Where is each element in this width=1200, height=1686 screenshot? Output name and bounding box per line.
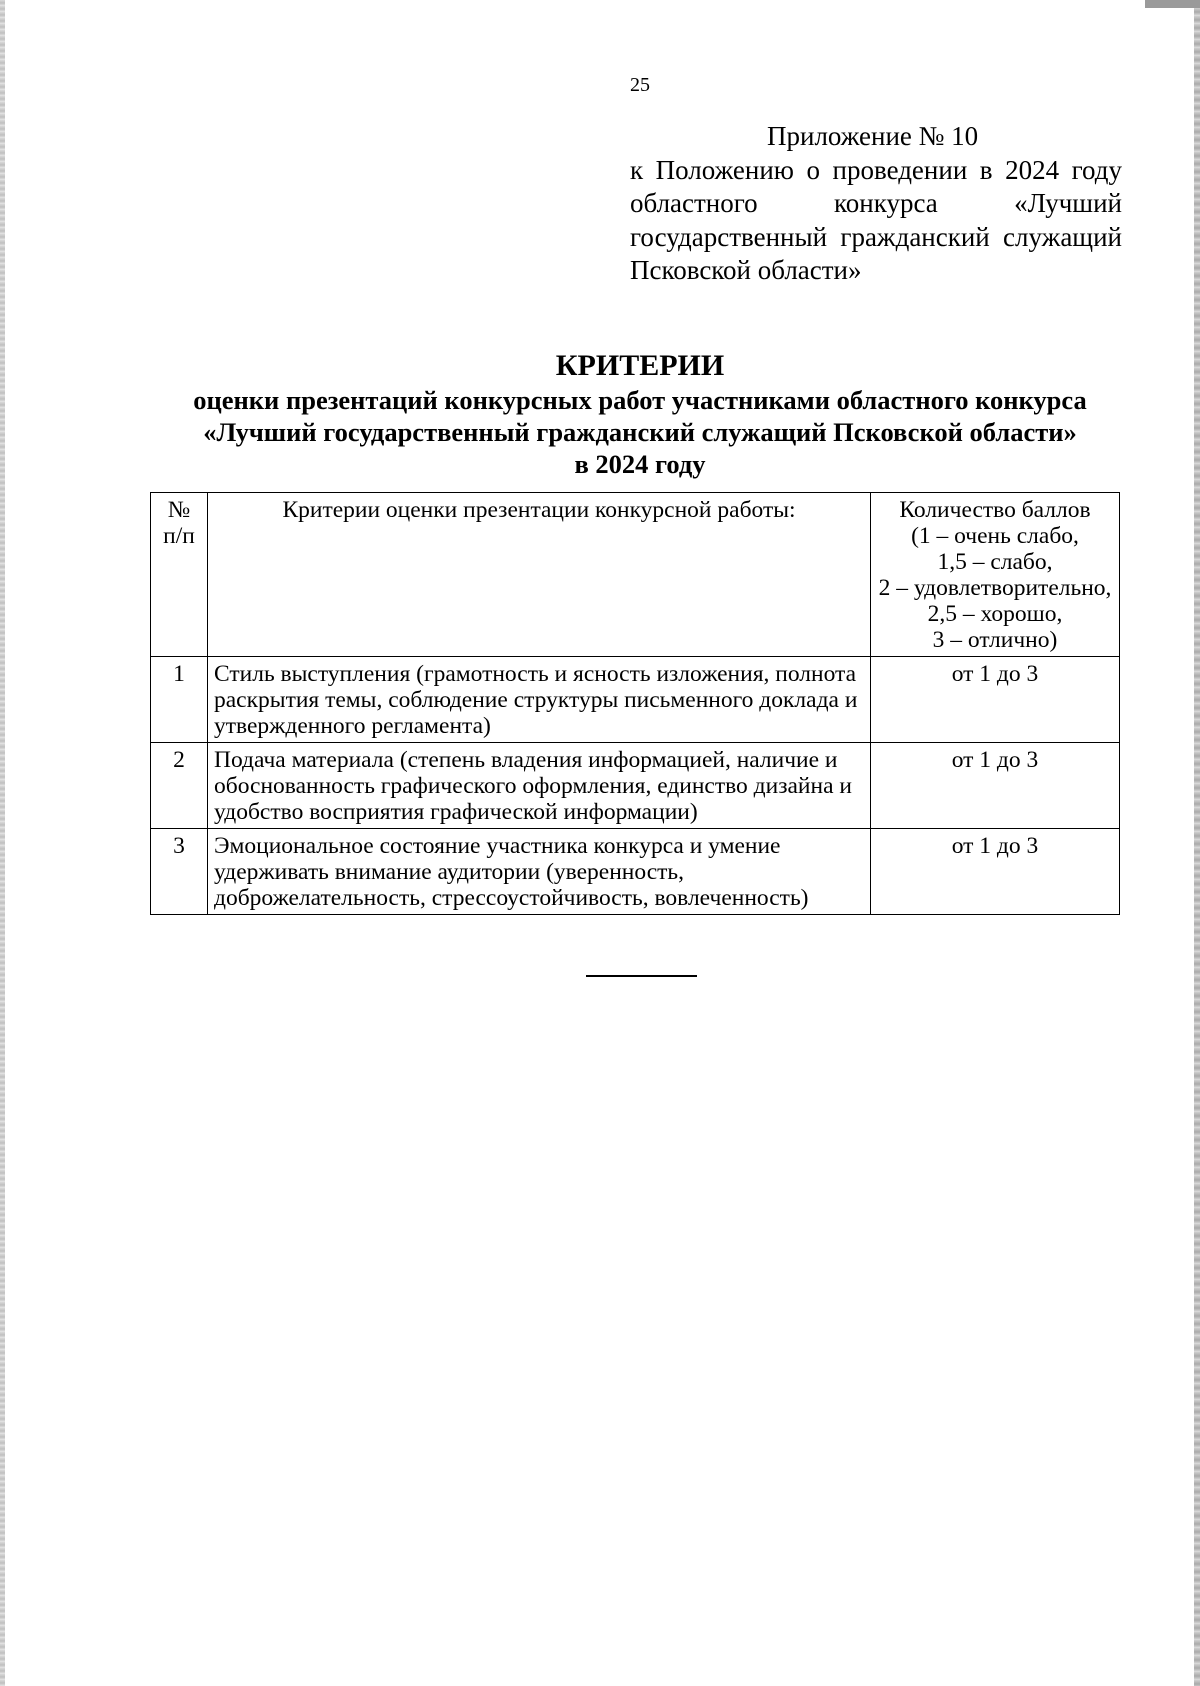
scan-edge-left bbox=[0, 0, 5, 1686]
row-number: 2 bbox=[151, 743, 208, 829]
header-criteria: Критерии оценки презентации конкурсной работы: bbox=[208, 493, 871, 657]
row-score: от 1 до 3 bbox=[871, 743, 1120, 829]
row-criteria: Стиль выступления (грамотность и ясность изложения, полнота раскрытия темы, соблюдение структуры письменного доклада и утвержденного регламента) bbox=[208, 657, 871, 743]
annex-block bbox=[630, 120, 1122, 288]
row-criteria: Подача материала (степень владения информацией, наличие и обоснованность графического оформления, единство дизайна и удобство восприятия графической информации) bbox=[208, 743, 871, 829]
row-criteria: Эмоциональное состояние участника конкурса и умение удерживать внимание аудитории (уверенность, доброжелательность, стрессоустойчивость, вовлеченность) bbox=[208, 829, 871, 915]
header-number: № п/п bbox=[151, 493, 208, 657]
scan-edge-right bbox=[1194, 0, 1200, 1686]
table-row bbox=[151, 657, 1120, 743]
document-heading bbox=[140, 348, 1140, 480]
end-divider bbox=[586, 975, 697, 977]
table-header-row bbox=[151, 493, 1120, 657]
row-number: 1 bbox=[151, 657, 208, 743]
page-number: 25 bbox=[630, 74, 650, 96]
row-score: от 1 до 3 bbox=[871, 657, 1120, 743]
heading-line-1: оценки презентаций конкурсных работ участниками областного конкурса bbox=[193, 385, 1087, 415]
criteria-table bbox=[150, 492, 1120, 915]
row-score: от 1 до 3 bbox=[871, 829, 1120, 915]
table-row bbox=[151, 829, 1120, 915]
heading-title: КРИТЕРИИ bbox=[555, 349, 725, 382]
heading-line-3: в 2024 году bbox=[574, 449, 706, 479]
row-number: 3 bbox=[151, 829, 208, 915]
annex-body: к Положению о проведении в 2024 году областного конкурса «Лучший государственный гражданский служащий Псковской области» bbox=[630, 154, 1122, 285]
annex-title: Приложение № 10 bbox=[767, 121, 979, 151]
heading-line-2: «Лучший государственный гражданский служащий Псковской области» bbox=[203, 417, 1077, 447]
scan-edge-corner bbox=[1145, 0, 1200, 8]
table-row bbox=[151, 743, 1120, 829]
header-score: Количество баллов (1 – очень слабо, 1,5 – слабо, 2 – удовлетворительно, 2,5 – хорошо, 3 – отлично) bbox=[871, 493, 1120, 657]
